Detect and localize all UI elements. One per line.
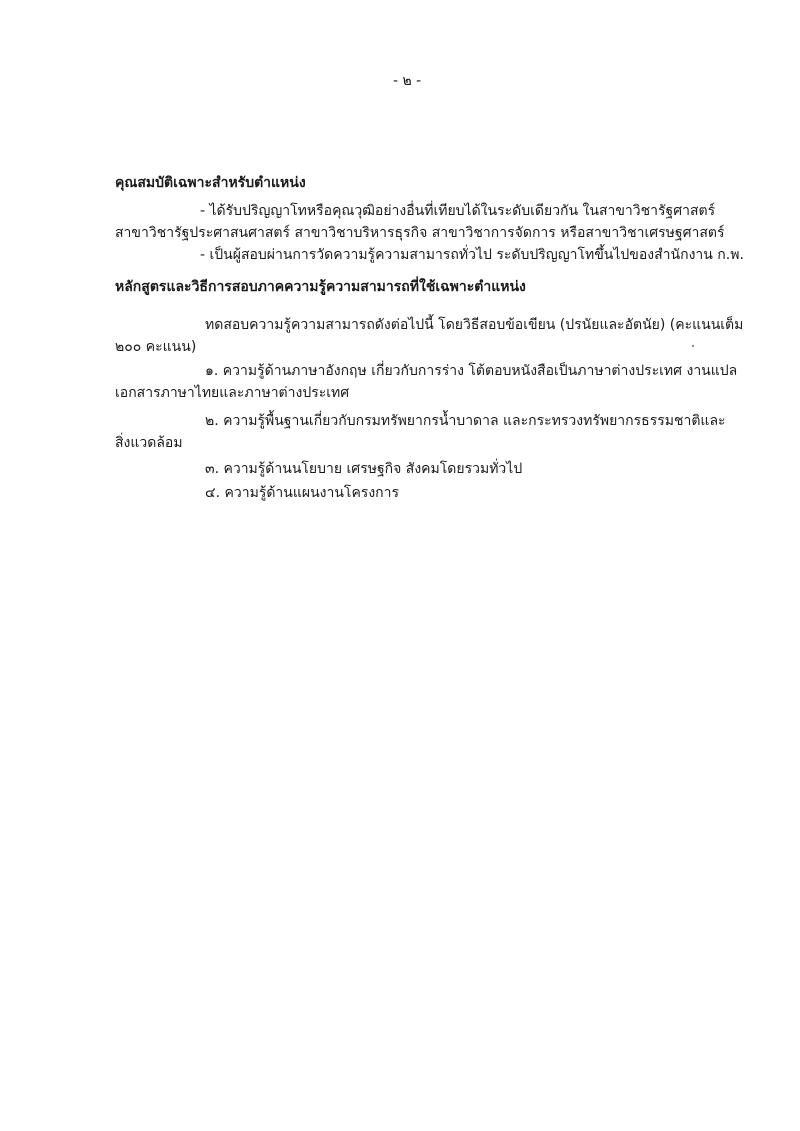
curriculum-intro-line-1: ทดสอบความรู้ความสามารถดังต่อไปนี้ โดยวิธีสอบข้อเขียน (ปรนัยและอัตนัย) (คะแนนเต็ม	[205, 317, 744, 333]
curriculum-item-1-line-2: เอกสารภาษาไทยและภาษาต่างประเทศ	[115, 385, 350, 401]
scan-speck	[692, 345, 694, 347]
curriculum-heading: หลักสูตรและวิธีการสอบภาคความรู้ความสามารถที่ใช้เฉพาะตำแหน่ง	[115, 279, 526, 295]
curriculum-item-2-line-2: สิ่งแวดล้อม	[115, 435, 183, 451]
qualification-item-2: - เป็นผู้สอบผ่านการวัดความรู้ความสามารถทั่วไป ระดับปริญญาโทขึ้นไปของสำนักงาน ก.พ.	[200, 247, 744, 263]
curriculum-item-1-line-1: ๑. ความรู้ด้านภาษาอังกฤษ เกี่ยวกับการร่าง โต้ตอบหนังสือเป็นภาษาต่างประเทศ งานแปล	[205, 363, 738, 379]
page-number: - ๒ -	[393, 73, 422, 89]
curriculum-item-2-line-1: ๒. ความรู้พื้นฐานเกี่ยวกับกรมทรัพยากรน้ำบาดาล และกระทรวงทรัพยากรธรรมชาติและ	[205, 413, 726, 429]
curriculum-item-4: ๔. ความรู้ด้านแผนงานโครงการ	[205, 485, 400, 501]
curriculum-intro-line-2: ๒๐๐ คะแนน)	[115, 339, 197, 355]
curriculum-item-3: ๓. ความรู้ด้านนโยบาย เศรษฐกิจ สังคมโดยรวมทั่วไป	[205, 461, 523, 477]
qualifications-heading: คุณสมบัติเฉพาะสำหรับตำแหน่ง	[115, 175, 306, 191]
qualification-item-1-line-2: สาขาวิชารัฐประศาสนศาสตร์ สาขาวิชาบริหารธุรกิจ สาขาวิชาการจัดการ หรือสาขาวิชาเศรษฐศาสตร์	[115, 225, 725, 241]
qualification-item-1-line-1: - ได้รับปริญญาโทหรือคุณวุฒิอย่างอื่นที่เทียบได้ในระดับเดียวกัน ในสาขาวิชารัฐศาสตร์	[200, 203, 716, 219]
